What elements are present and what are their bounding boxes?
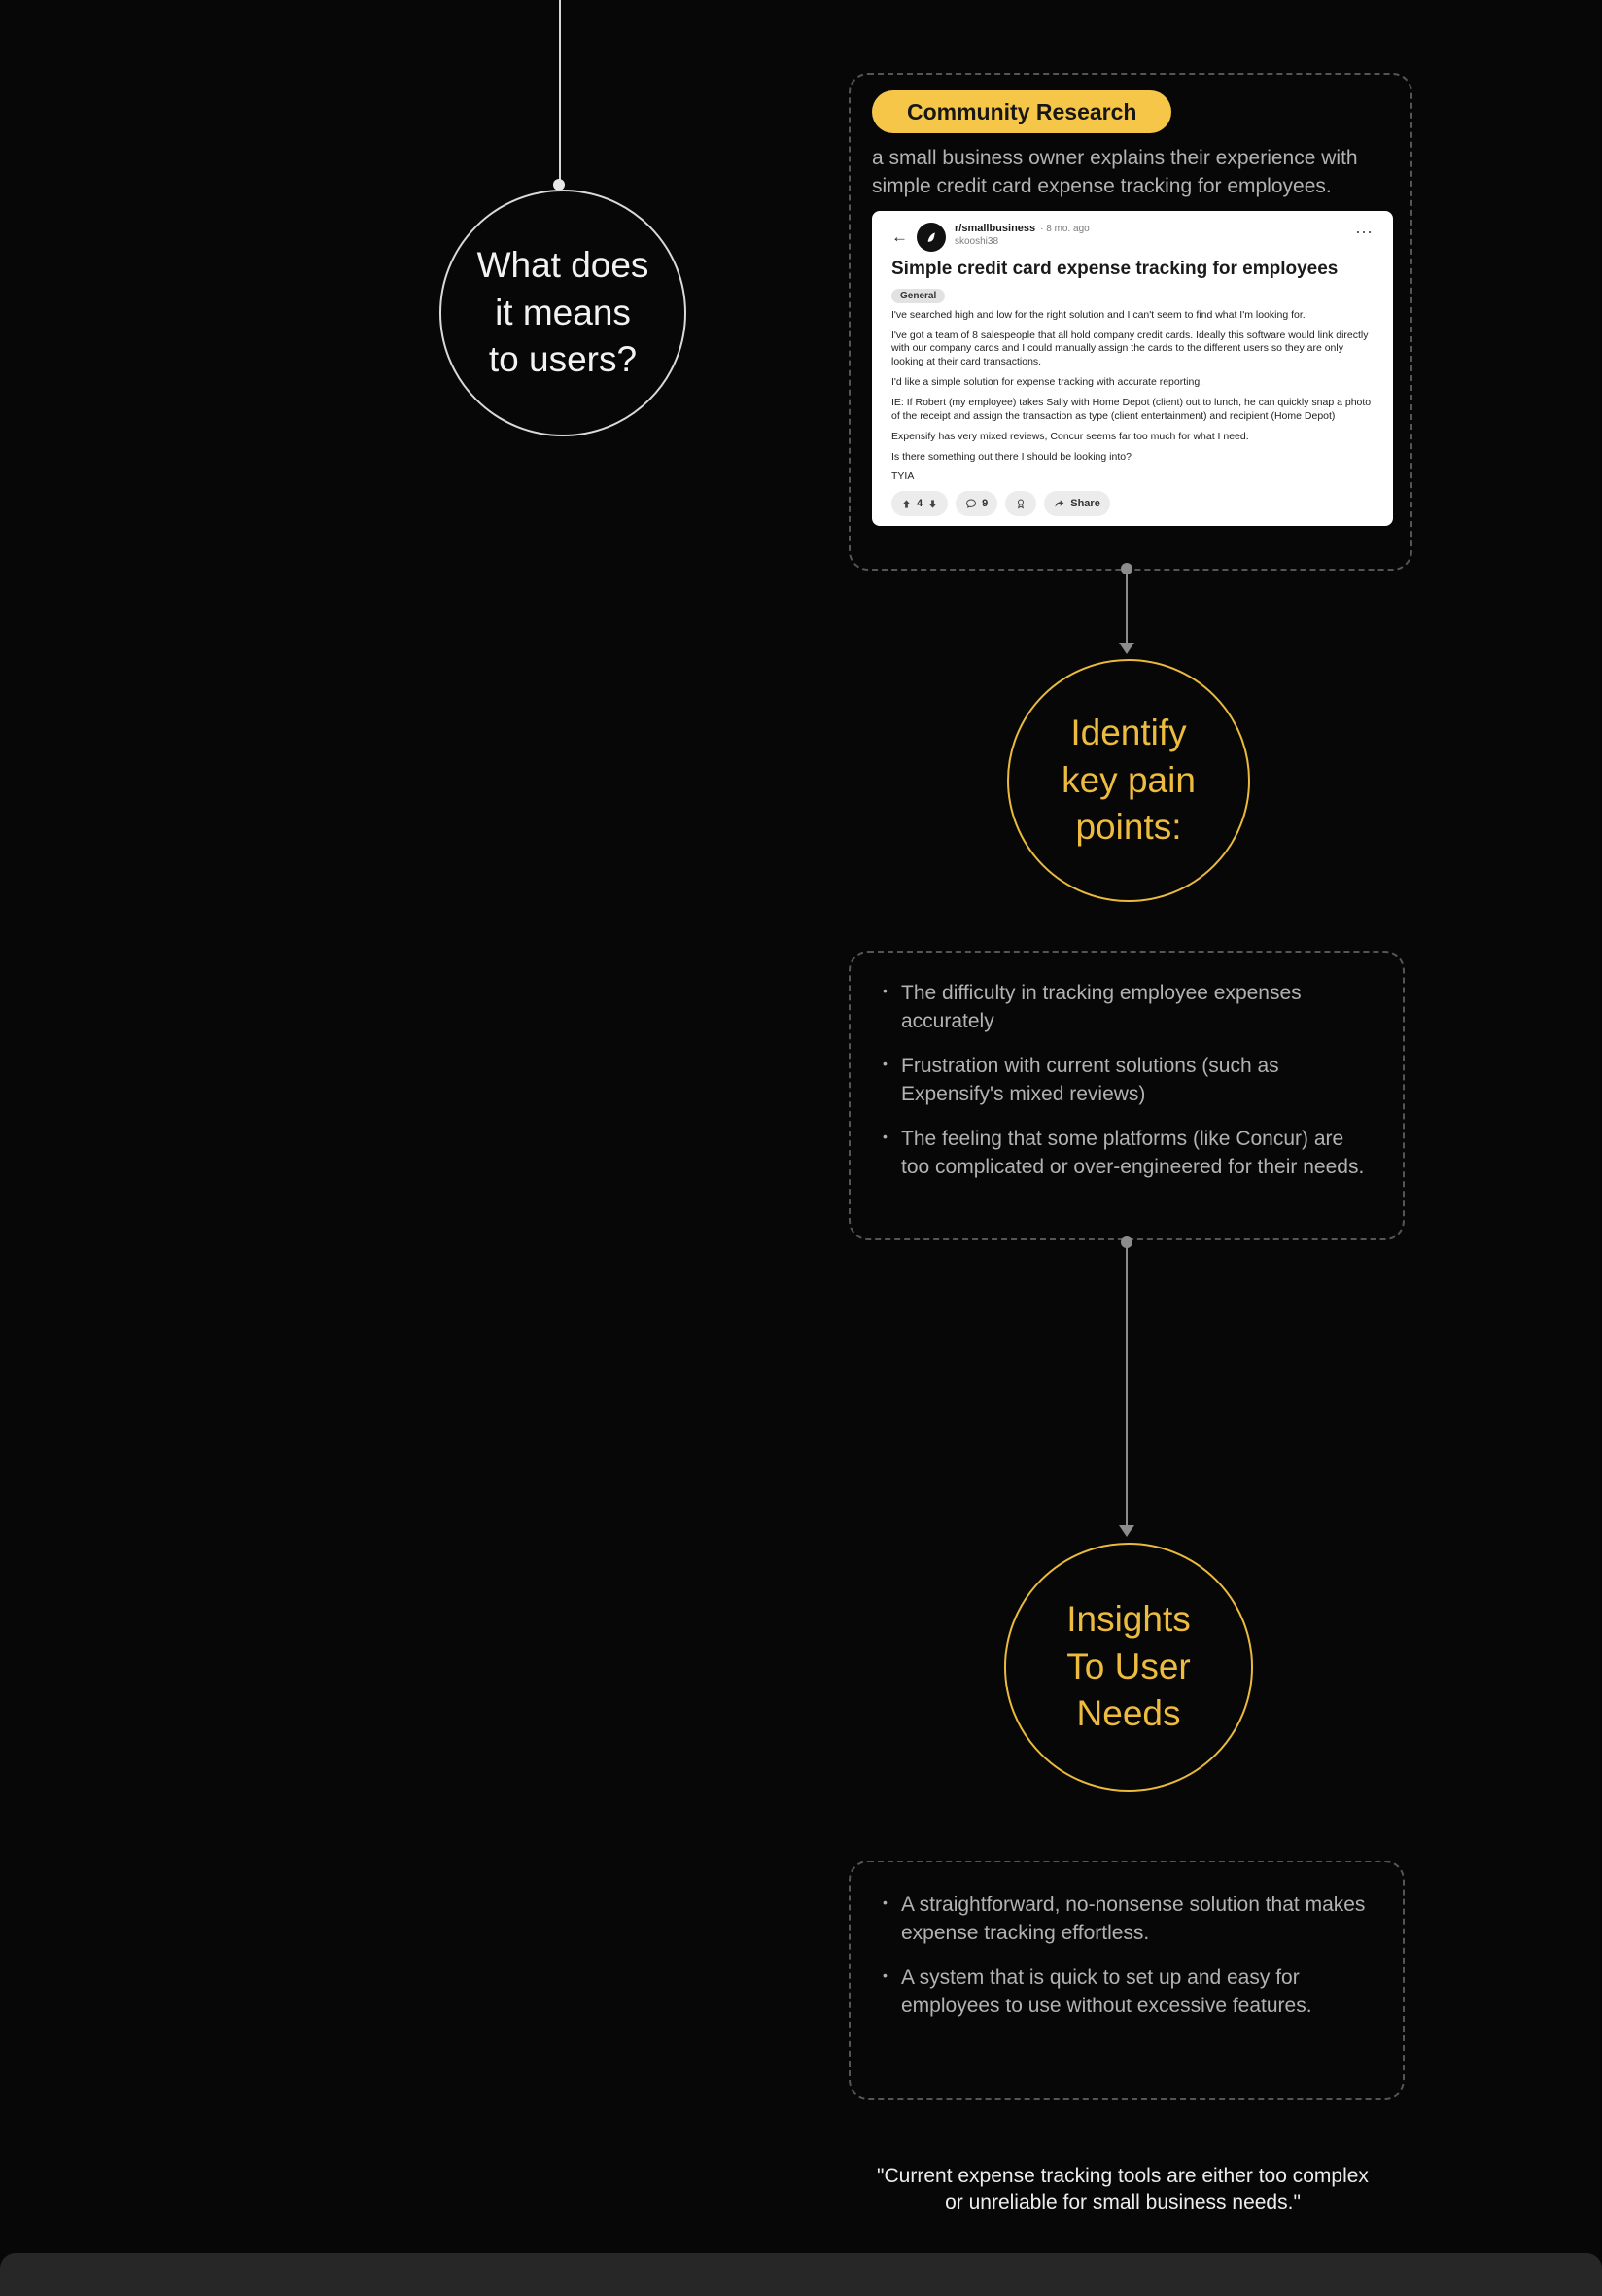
pain-point-item: • The difficulty in tracking employee expenses accurately: [880, 980, 1374, 1036]
summary-quote: "Current expense tracking tools are either too complex or unreliable for small business needs.": [877, 2165, 1369, 2213]
post-flair-badge: General: [891, 289, 945, 303]
post-paragraph: TYIA: [891, 470, 915, 483]
overflow-menu-icon[interactable]: ⋯: [1355, 222, 1374, 242]
share-icon: [1054, 498, 1065, 509]
node-insights-line-1: Insights: [1066, 1598, 1191, 1639]
arrowhead-icon-1: [1119, 643, 1134, 654]
post-time: · 8 mo. ago: [1040, 223, 1090, 234]
node-pain-line-1: Identify: [1070, 712, 1187, 752]
node-question-circle: [439, 190, 686, 436]
post-meta: [955, 223, 1090, 248]
share-pill[interactable]: [1044, 491, 1110, 516]
pain-points-list: [880, 980, 1374, 1182]
comment-count: 9: [982, 498, 989, 510]
user-need-item: • A system that is quick to set up and easy for employees to use without excessive features.: [880, 1965, 1374, 2021]
comment-icon: [965, 498, 977, 509]
post-paragraph: I've got a team of 8 salespeople that all hold company credit cards. Ideally this software would link directly with our company cards and I could manually assign the cards to the different users so they are only looking at their card transactions.: [891, 329, 1369, 368]
post-paragraph: I've searched high and low for the right solution and I can't seem to find what I'm looking for.: [891, 308, 1306, 321]
subreddit-name[interactable]: r/smallbusiness: [955, 222, 1036, 234]
pain-point-item: • The feeling that some platforms (like Concur) are too complicated or over-engineered for their needs.: [880, 1126, 1374, 1182]
research-description: a small business owner explains their experience with simple credit card expense tracking for employees.: [872, 147, 1358, 197]
downvote-icon: [927, 499, 938, 509]
node-pain-points-circle: [1007, 659, 1250, 902]
node-question-line-2: it means: [495, 292, 631, 332]
community-research-tag: Community Research: [872, 90, 1171, 133]
post-footer: [891, 491, 1374, 516]
node-pain-line-2: key pain: [1062, 759, 1196, 800]
node-question-line-3: to users?: [488, 339, 638, 380]
connector-line-top: [559, 0, 561, 185]
node-insights-circle: [1004, 1543, 1253, 1792]
award-pill[interactable]: [1005, 491, 1036, 516]
comments-pill[interactable]: [956, 491, 997, 516]
post-title: Simple credit card expense tracking for employees: [891, 258, 1339, 279]
community-research-panel: [849, 73, 1412, 571]
connector-line-1: [1126, 569, 1128, 644]
node-pain-line-3: points:: [1075, 807, 1182, 848]
upvote-count: 4: [917, 498, 923, 510]
bottom-panel-edge: [0, 2253, 1602, 2296]
arrowhead-icon-2: [1119, 1525, 1134, 1537]
user-needs-panel: [849, 1861, 1405, 2100]
award-icon: [1015, 498, 1027, 509]
pain-point-item: • Frustration with current solutions (such as Expensify's mixed reviews): [880, 1053, 1374, 1109]
connector-line-2: [1126, 1242, 1128, 1527]
upvote-icon: [901, 499, 912, 509]
user-needs-list: [880, 1892, 1374, 2021]
pain-points-panel: [849, 951, 1405, 1240]
node-question-line-1: What does: [476, 244, 649, 285]
back-arrow-icon[interactable]: ←: [891, 226, 908, 246]
post-paragraph: Is there something out there I should be looking into?: [891, 450, 1132, 463]
share-label: Share: [1070, 498, 1100, 510]
node-insights-line-3: Needs: [1076, 1693, 1181, 1734]
subreddit-avatar-icon: [917, 223, 946, 252]
vote-pill[interactable]: [891, 491, 948, 516]
post-header: [891, 223, 1374, 252]
post-body: [891, 309, 1374, 485]
post-paragraph: I'd like a simple solution for expense tracking with accurate reporting.: [891, 376, 1203, 389]
reddit-post-card: [872, 211, 1393, 526]
post-author[interactable]: skooshi38: [955, 235, 999, 247]
user-need-item: • A straightforward, no-nonsense solution that makes expense tracking effortless.: [880, 1892, 1374, 1948]
post-paragraph: Expensify has very mixed reviews, Concur seems far too much for what I need.: [891, 430, 1249, 442]
node-insights-line-2: To User: [1066, 1646, 1191, 1687]
post-paragraph: IE: If Robert (my employee) takes Sally with Home Depot (client) out to lunch, he can quickly snap a photo of the receipt and assign the transaction as type (client entertainment) and recipient (Home Depot): [891, 397, 1372, 422]
